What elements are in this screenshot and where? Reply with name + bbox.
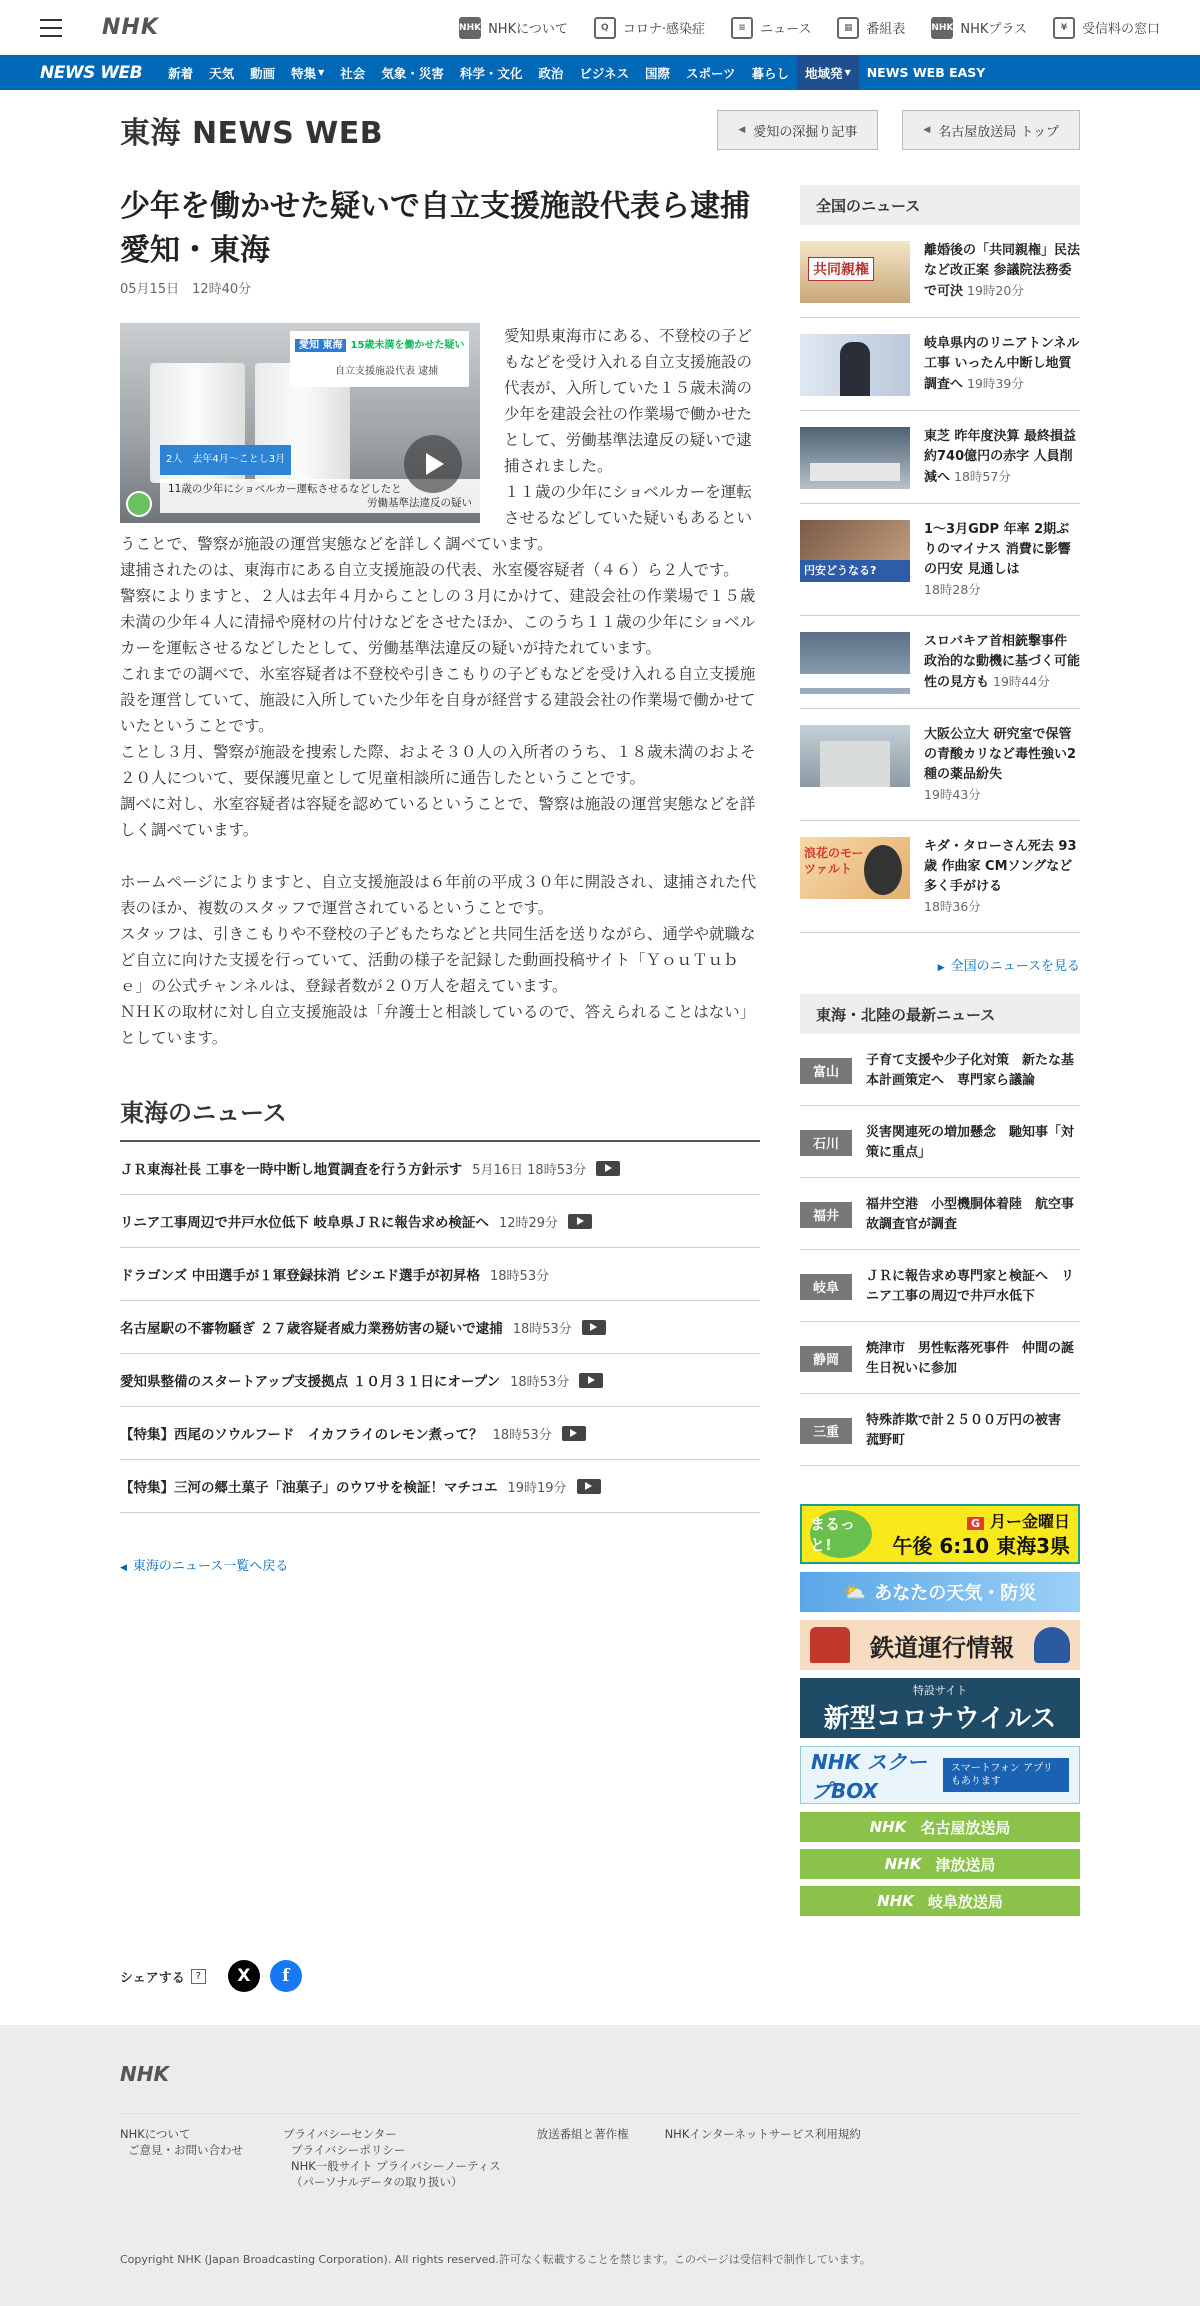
nav-item-politics[interactable]: 政治 <box>538 65 564 81</box>
link-label: 東海のニュース一覧へ戻る <box>132 1559 289 1574</box>
footer <box>0 2025 1200 2306</box>
news-thumbnail <box>800 334 910 396</box>
news-time: 18時53分 <box>510 1374 570 1390</box>
video-icon <box>582 1320 606 1335</box>
link-label: 全国のニュースを見る <box>950 959 1080 974</box>
news-title: 東芝 昨年度決算 最終損益 約740億円の赤字 人員削減へ <box>924 429 1077 485</box>
article-paragraph: 警察によりますと、２人は去年４月からことしの３月にかけて、建設会社の作業場で１５歳未満の少年４人に清掃や廃材の片付けなどをさせたほか、このうち１１歳の少年にショベルカーを運転させるなどしたとして、労働基準法違反の疑いが持たれています。 <box>120 587 756 657</box>
news-title: 愛知県整備のスタートアップ支援拠点 １０月３１日にオープン <box>120 1374 501 1390</box>
triangle-right-icon: ▶ <box>937 963 945 973</box>
triangle-left-icon: ◀ <box>738 125 746 135</box>
news-title: ＪＲ東海社長 工事を一時中断し地質調査を行う方針示す <box>120 1162 463 1178</box>
nhk-plus-icon: NHK <box>931 17 953 39</box>
train-info-banner[interactable] <box>800 1620 1080 1670</box>
nhk-logo: NHK <box>884 1855 922 1873</box>
header-link-news[interactable] <box>731 17 811 39</box>
header-link-fee[interactable] <box>1053 17 1160 39</box>
nav-item-disaster[interactable]: 気象・災害 <box>381 65 444 81</box>
copyright: Copyright NHK (Japan Broadcasting Corporation). All rights reserved.許可なく転載することを禁じます。このページは受信料で制作しています。 <box>120 2253 871 2266</box>
video-tag <box>160 445 291 475</box>
thumb-caption: 共同親権 <box>808 257 874 281</box>
train-icon <box>1034 1627 1070 1663</box>
news-title: ドラゴンズ 中田選手が１軍登録抹消 ビシエド選手が初昇格 <box>120 1268 480 1284</box>
news-icon: ≡ <box>731 17 753 39</box>
thumb-caption: 円安どうなる? <box>800 560 910 582</box>
header-link-corona[interactable] <box>594 17 705 39</box>
news-time: 18時36分 <box>924 899 981 914</box>
nhk-logo: NHK <box>869 1818 907 1836</box>
header-link-label: NHKについて <box>488 22 568 37</box>
local-news-item[interactable] <box>800 1250 1080 1322</box>
national-news-item[interactable] <box>800 411 1080 504</box>
article-date: 05月15日 12時40分 <box>120 282 252 297</box>
national-news-item[interactable] <box>800 225 1080 318</box>
article-paragraph: ホームページによりますと、自立支援施設は６年前の平成３０年に開設され、逮捕された代表のほか、複数のスタッフで運営されているということです。 <box>120 873 757 917</box>
news-title: キダ・タローさん死去 93歳 作曲家 CMソングなど多く手がける <box>924 839 1077 894</box>
nav-item-business[interactable]: ビジネス <box>579 65 629 81</box>
local-news-item[interactable] <box>800 1322 1080 1394</box>
news-time: 19時43分 <box>924 787 981 802</box>
nav-item-science[interactable]: 科学・文化 <box>459 65 523 81</box>
banner-text: 名古屋放送局 <box>920 1818 1011 1837</box>
national-news-item[interactable] <box>800 709 1080 821</box>
banner-text: 新型コロナウイルス <box>823 1703 1057 1734</box>
caption-text: 15歳未満を働かせた疑い <box>350 340 465 351</box>
news-title: 【特集】三河の郷土菓子「油菓子」のウワサを検証！マチコエ <box>120 1480 498 1496</box>
national-news-item[interactable] <box>800 821 1080 933</box>
footer-links <box>120 2113 1080 2190</box>
tag-period: 去年4月～ことし3月 <box>192 454 286 465</box>
nav-item-region[interactable] <box>797 55 859 90</box>
nav-item-sports[interactable]: スポーツ <box>686 65 736 81</box>
prefecture-badge: 静岡 <box>800 1346 852 1372</box>
tag-count: 2人 <box>166 454 183 465</box>
menu-icon[interactable] <box>40 19 62 37</box>
news-time: 12時29分 <box>498 1215 559 1231</box>
facebook-share-icon[interactable]: f <box>270 1960 302 1992</box>
caption-tag: 愛知 東海 <box>295 339 346 352</box>
grid-icon: ▦ <box>837 17 859 39</box>
footer-link-copyright[interactable]: 放送番組と著作権 <box>536 2127 629 2141</box>
article-paragraph: ことし３月、警察が施設を捜索した際、およそ３０人の入所者のうち、１８歳未満のおよそ２０人について、要保護児童として児童相談所に通告したということです。 <box>120 743 756 787</box>
main-content <box>120 185 780 1574</box>
news-time: 18時53分 <box>492 1427 552 1443</box>
subtitle-line: 11歳の少年にショベルカー運転させるなどしたと <box>168 483 402 495</box>
news-thumbnail <box>800 241 910 303</box>
news-title: 災害関連死の増加懸念 馳知事「対策に重点」 <box>866 1124 1075 1160</box>
header-link-label: コロナ·感染症 <box>622 22 705 37</box>
subtitle-line: 労働基準法違反の疑い <box>367 497 472 509</box>
news-web-logo[interactable]: NEWS WEB <box>40 62 143 83</box>
video-icon <box>577 1479 601 1494</box>
weather-banner[interactable] <box>800 1572 1080 1612</box>
footer-link-note: （パーソナルデータの取り扱い） <box>291 2175 463 2189</box>
news-title: 特殊詐欺で計２５００万円の被害 菰野町 <box>866 1412 1075 1448</box>
yen-icon: ¥ <box>1053 17 1075 39</box>
article-title: 少年を働かせた疑いで自立支援施設代表ら逮捕 愛知・東海 <box>120 189 780 268</box>
marutto-logo: まるっと! <box>810 1510 872 1558</box>
prefecture-badge: 石川 <box>800 1130 852 1156</box>
corona-banner[interactable] <box>800 1678 1080 1738</box>
caret-down-icon: ▼ <box>318 68 325 77</box>
national-news-title: 全国のニュース <box>800 185 1080 225</box>
genre-badge: G <box>967 1517 984 1530</box>
news-time: 18時53分 <box>512 1321 572 1337</box>
national-news-item[interactable] <box>800 318 1080 411</box>
video-icon <box>579 1373 603 1388</box>
sun-cloud-icon: ⛅ <box>843 1581 867 1603</box>
news-title: スロバキア首相銃撃事件 政治的な動機に基づく可能性の見方も <box>924 634 1081 690</box>
tokai-news-list <box>120 1142 760 1513</box>
local-news-title: 東海・北陸の最新ニュース <box>800 994 1080 1034</box>
news-time: 19時39分 <box>967 376 1024 391</box>
video-icon <box>596 1161 620 1176</box>
button-label: 名古屋放送局 トップ <box>938 124 1059 140</box>
news-title: 福井空港 小型機胴体着陸 航空事故調査官が調査 <box>866 1196 1075 1232</box>
video-icon <box>568 1214 592 1229</box>
news-time: 18時57分 <box>954 469 1011 484</box>
share-bar <box>120 1960 302 1992</box>
scoop-box-banner[interactable] <box>800 1746 1080 1804</box>
nav-item-international[interactable]: 国際 <box>645 65 671 81</box>
list-item[interactable] <box>120 1354 760 1407</box>
video-icon <box>562 1426 586 1441</box>
header-link-label: NHKプラス <box>960 22 1027 37</box>
news-time: 19時44分 <box>993 674 1050 689</box>
prefecture-badge: 富山 <box>800 1058 852 1084</box>
prefecture-badge: 岐阜 <box>800 1274 852 1300</box>
prefecture-badge: 福井 <box>800 1202 852 1228</box>
list-item[interactable] <box>120 1407 760 1460</box>
station-tsu-banner[interactable] <box>800 1849 1080 1879</box>
list-item[interactable] <box>120 1248 760 1301</box>
news-title: 【特集】西尾のソウルフード イカフライのレモン煮って？ <box>120 1427 483 1443</box>
nhk-icon: NHK <box>459 17 481 39</box>
news-title: 1～3月GDP 年率 2期ぶりのマイナス 消費に影響の円安 見通しは <box>924 522 1071 577</box>
aichi-deep-button[interactable] <box>717 110 878 150</box>
list-item[interactable] <box>120 1301 760 1354</box>
nagoya-top-button[interactable] <box>902 110 1080 150</box>
news-title: 岐阜県内のリニアトンネル工事 いったん中断し地質調査へ <box>924 336 1080 392</box>
news-title: 名古屋駅の不審物騒ぎ ２７歳容疑者威力業務妨害の疑いで逮捕 <box>120 1321 503 1337</box>
virus-icon: Q <box>594 17 616 39</box>
nhk-logo[interactable]: NHK <box>102 15 159 40</box>
national-news-item[interactable] <box>800 616 1080 709</box>
news-thumbnail <box>800 837 910 899</box>
nav-item-life[interactable]: 暮らし <box>751 65 790 81</box>
news-title: 焼津市 男性転落死事件 仲間の誕生日祝いに参加 <box>866 1340 1075 1376</box>
header-link-label: 受信料の窓口 <box>1081 22 1160 37</box>
play-icon[interactable] <box>404 435 462 493</box>
banner-text: NHK スクープBOX <box>811 1750 927 1803</box>
marutto-banner[interactable] <box>800 1504 1080 1564</box>
news-thumbnail <box>800 520 910 582</box>
nhk-logo: NHK <box>877 1892 914 1910</box>
banner-text: 鉄道運行情報 <box>870 1633 1014 1662</box>
sidebar-banners <box>800 1504 1080 1923</box>
news-time: 19時20分 <box>967 283 1024 298</box>
article-paragraph: 愛知県東海市にある、不登校の子どもなどを受け入れる自立支援施設の代表が、入所していた１５歳未満の少年を建設会社の作業場で働かせたとして、労働基準法違反の疑いで逮捕されました。 <box>504 327 753 475</box>
share-label: シェアする <box>120 1970 185 1986</box>
news-title: 離婚後の「共同親権」民法など改正案 参議院法務委で可決 <box>924 243 1081 299</box>
x-share-icon[interactable]: X <box>228 1960 260 1992</box>
banner-text: 月ー金曜日 <box>989 1512 1070 1531</box>
news-time: 18時53分 <box>490 1268 550 1284</box>
national-news-item[interactable] <box>800 504 1080 616</box>
banner-text: スマートフォン アプリもあります <box>943 1758 1069 1792</box>
article-paragraph: 逮捕されたのは、東海市にある自立支援施設の代表、氷室優容疑者（４６）ら２人です。 <box>120 561 739 579</box>
local-news-item[interactable] <box>800 1106 1080 1178</box>
nav-item-society[interactable]: 社会 <box>340 65 366 81</box>
news-time: 19時19分 <box>507 1480 567 1496</box>
article-paragraph: １１歳の少年にショベルカーを運転させるなどしていた疑いもあるということで、警察が施設の運営実態などを詳しく調べています。 <box>120 483 753 553</box>
back-to-tokai-list-link[interactable] <box>120 1555 760 1574</box>
nav-item-easy[interactable]: NEWS WEB EASY <box>866 65 986 80</box>
footer-link-privacy-center[interactable]: プライバシーセンター <box>283 2127 397 2141</box>
triangle-left-icon: ◀ <box>120 1563 127 1573</box>
nav-item-feature[interactable] <box>283 55 332 90</box>
main-nav <box>0 55 1200 90</box>
nav-item-label: 特集 <box>291 65 317 81</box>
article-video-thumbnail[interactable] <box>120 323 480 523</box>
news-thumbnail <box>800 427 910 489</box>
caption-sub: 自立支援施設代表 逮捕 <box>335 366 439 377</box>
article-paragraph: ＮＨＫの取材に対し自立支援施設は「弁護士と相談しているので、答えられることはない」としています。 <box>120 1003 756 1047</box>
news-title: ＪＲに報告求め専門家と検証へ リニア工事の周辺で井戸水低下 <box>866 1268 1075 1304</box>
caret-down-icon: ▼ <box>844 68 851 77</box>
program-logo-icon <box>126 491 152 517</box>
banner-text: 岐阜放送局 <box>927 1892 1003 1911</box>
news-title: 大阪公立大 研究室で保管の青酸カリなど毒性強い2種の薬品紛失 <box>924 727 1077 782</box>
banner-text: あなたの天気・防災 <box>874 1583 1037 1604</box>
nav-item-weather[interactable]: 天気 <box>209 65 235 81</box>
station-gifu-banner[interactable] <box>800 1886 1080 1916</box>
footer-link-terms[interactable]: NHKインターネットサービス利用規約 <box>664 2127 861 2141</box>
news-title: 子育て支援や少子化対策 新たな基本計画策定へ 専門家ら議論 <box>866 1052 1075 1088</box>
triangle-left-icon: ◀ <box>923 125 931 135</box>
footer-nhk-logo[interactable]: NHK <box>120 2062 169 2086</box>
tokai-news-title: 東海のニュース <box>120 1093 760 1142</box>
nav-item-label: 地域発 <box>805 65 843 81</box>
help-icon[interactable]: ? <box>191 1969 206 1984</box>
banner-text: 午後 6:10 東海3県 <box>892 1534 1070 1558</box>
news-title: リニア工事周辺で井戸水位低下 岐阜県ＪＲに報告求め検証へ <box>120 1215 489 1231</box>
local-news-item[interactable] <box>800 1178 1080 1250</box>
news-thumbnail <box>800 632 910 694</box>
header-link-label: 番組表 <box>866 22 906 37</box>
local-news-item[interactable] <box>800 1034 1080 1106</box>
station-nagoya-banner[interactable] <box>800 1812 1080 1842</box>
more-national-news-link[interactable] <box>800 955 1080 974</box>
list-item[interactable] <box>120 1460 760 1513</box>
footer-link-about[interactable]: NHKについて <box>120 2127 191 2141</box>
button-label: 愛知の深掘り記事 <box>753 124 858 140</box>
article-paragraph: これまでの調べで、氷室容疑者は不登校や引きこもりの子どもなどを受け入れる自立支援施設を運営していて、施設に入所していた少年を自身が経営する建設会社の作業場で働かせていたということです。 <box>120 665 756 735</box>
train-icon <box>810 1627 850 1663</box>
header-link-schedule[interactable] <box>837 17 905 39</box>
banner-text: 特設サイト <box>912 1683 968 1697</box>
sidebar <box>800 185 1080 1466</box>
prefecture-badge: 三重 <box>800 1418 852 1444</box>
footer-link-privacy-notice[interactable]: NHK一般サイト プライバシーノーティス <box>291 2159 501 2173</box>
footer-link-privacy-policy[interactable]: プライバシーポリシー <box>291 2143 406 2157</box>
header-links <box>459 17 1160 39</box>
nav-item-new[interactable]: 新着 <box>168 65 194 81</box>
list-item[interactable] <box>120 1142 760 1195</box>
news-thumbnail <box>800 725 910 787</box>
video-caption <box>290 331 469 387</box>
news-time: 5月16日 18時53分 <box>472 1162 587 1178</box>
top-header <box>0 0 1200 55</box>
footer-link-contact[interactable]: ご意見・お問い合わせ <box>128 2143 243 2157</box>
article-body <box>120 323 760 1051</box>
nav-item-video[interactable]: 動画 <box>250 65 276 81</box>
local-news-item[interactable] <box>800 1394 1080 1466</box>
header-link-label: ニュース <box>759 22 812 37</box>
header-link-plus[interactable] <box>931 17 1027 39</box>
list-item[interactable] <box>120 1195 760 1248</box>
header-link-about[interactable] <box>459 17 568 39</box>
page-title[interactable]: 東海 NEWS WEB <box>120 116 384 151</box>
banner-text: 津放送局 <box>935 1855 996 1874</box>
thumb-caption: 浪花のモーツァルト <box>804 846 864 876</box>
region-header <box>120 108 1080 152</box>
news-time: 18時28分 <box>924 582 981 597</box>
article-paragraph: 調べに対し、氷室容疑者は容疑を認めているということで、警察は施設の運営実態などを詳しく調べています。 <box>120 795 756 839</box>
article-paragraph: スタッフは、引きこもりや不登校の子どもたちなどと共同生活を送りながら、通学や就職など自立に向けた支援を行っていて、活動の様子を記録した動画投稿サイト「ＹｏｕＴｕｂｅ」の公式チャンネルは、登録者数が２０万人を超えています。 <box>120 925 756 995</box>
